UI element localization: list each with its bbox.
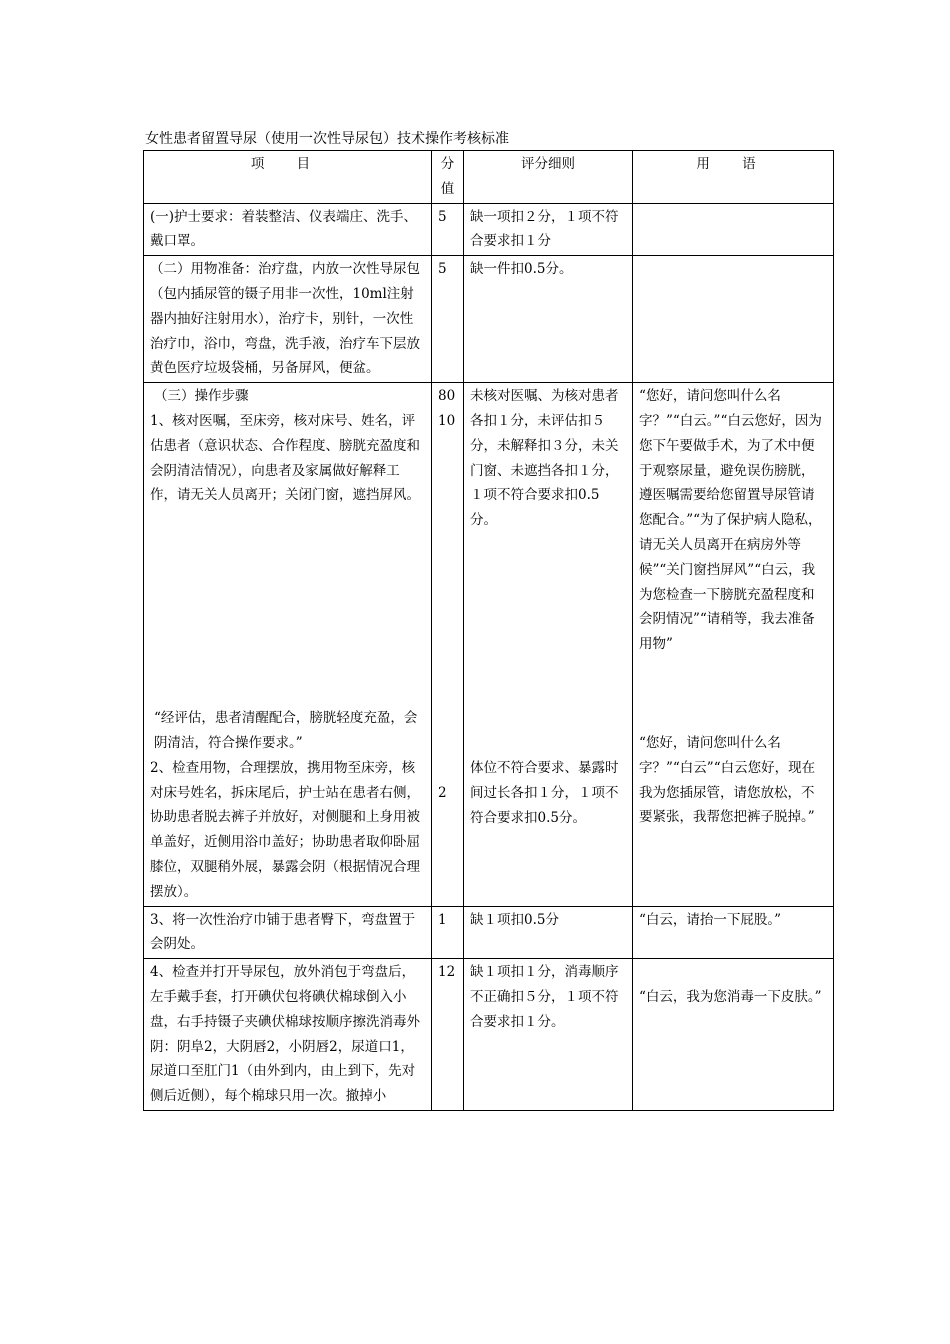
- row-criteria: [464, 383, 633, 906]
- row-score: 5: [432, 256, 464, 383]
- words-step-2: “您好，请问您叫什么名字？”“白云”“白云您好，现在我为您插尿管，请您放松，不要紧张，我帮您把裤子脱掉。”: [639, 734, 816, 826]
- row-score: 1: [432, 906, 464, 959]
- header-criteria: 评分细则: [464, 151, 633, 204]
- assessment-table: [143, 150, 834, 1111]
- score-step-1: 10: [438, 412, 456, 429]
- table-row: [144, 203, 834, 256]
- row-item: （二）用物准备：治疗盘，内放一次性导尿包（包内插尿管的镊子用非一次性，10ml注射器内抽好注射用水），治疗卡，别针，一次性治疗巾，浴巾，弯盘，洗手液，治疗车下层放黄色医疗垃圾袋桶，另备屏风，便盆。: [144, 256, 432, 383]
- row-criteria: 缺１项扣１分，消毒顺序不正确扣５分，１项不符合要求扣１分。: [464, 959, 633, 1111]
- step-2-text: 2、检查用物，合理摆放，携用物至床旁，核对床号姓名，拆床尾后，护士站在患者右侧，协助患者脱去裤子并放好，对侧腿和上身用被单盖好，近侧用浴巾盖好；协助患者取仰卧屈膝位，双腿稍外展，暴露会阴（根据情况合理摆放）。: [150, 759, 420, 900]
- row-item: 4、检查并打开导尿包，放外消包于弯盘后，左手戴手套，打开碘伏包将碘伏棉球倒入小盘，右手持镊子夹碘伏棉球按顺序擦洗消毒外阴：阴阜2，大阴唇2，小阴唇2，尿道口1，尿道口至肛门1（由外到内，由上到下，先对侧后近侧），每个棉球只用一次。撤掉小: [144, 959, 432, 1111]
- row-score: 12: [432, 959, 464, 1111]
- words-step-4: “白云，我为您消毒一下皮肤。”: [639, 988, 822, 1005]
- table-row: [144, 256, 834, 383]
- row-criteria: 缺一项扣２分，１项不符合要求扣１分: [464, 203, 633, 256]
- row-words: [633, 383, 834, 906]
- row-item: 3、将一次性治疗巾铺于患者臀下，弯盘置于会阴处。: [144, 906, 432, 959]
- header-item: 项 目: [144, 151, 432, 204]
- step-1-text: 1、核对医嘱，至床旁，核对床号、姓名，评估患者（意识状态、合作程度、膀胱充盈度和会阴清洁情况），向患者及家属做好解释工作，请无关人员离开；关闭门窗，遮挡屏风。: [150, 412, 420, 504]
- table-row: [144, 906, 834, 959]
- table-header-row: [144, 151, 834, 204]
- header-words: 用 语: [633, 151, 834, 204]
- table-row: [144, 959, 834, 1111]
- document-title: 女性患者留置导尿（使用一次性导尿包）技术操作考核标准: [145, 131, 509, 147]
- row-score: 5: [432, 203, 464, 256]
- words-step-1: “您好，请问您叫什么名字？”“白云。”“白云您好，因为您下午要做手术，为了术中便于观察尿量，避免误伤膀胱，遵医嘱需要给您留置导尿管请您配合。”“为了保护病人隐私，请无关人员离开在病房外等候”“关门窗挡屏风”“白云，我为您检查一下膀胱充盈程度和会阴情况”“请稍等，我去准备用物”: [639, 388, 822, 653]
- row-item: (一)护士要求：着装整洁、仪表端庄、洗手、戴口罩。: [144, 203, 432, 256]
- row-words: “白云，请抬一下屁股。”: [633, 906, 834, 959]
- table-row: [144, 383, 834, 906]
- score-total: 80: [438, 388, 456, 405]
- row-score: [432, 383, 464, 906]
- row-criteria: 缺一件扣0.5分。: [464, 256, 633, 383]
- score-step-2: 2: [438, 784, 447, 801]
- step-heading: （三）操作步骤: [154, 388, 249, 405]
- row-words: [633, 959, 834, 1111]
- criteria-step-2: 体位不符合要求、暴露时间过长各扣１分，１项不符合要求扣0.5分。: [470, 759, 619, 826]
- criteria-step-1: 未核对医嘱、为核对患者各扣１分，未评估扣５分，未解释扣３分，未关门窗、未遮挡各扣１分，１项不符合要求扣0.5分。: [470, 388, 619, 529]
- assessment-quote: “经评估，患者清醒配合，膀胱轻度充盈，会阴清洁，符合操作要求。”: [154, 710, 418, 751]
- row-item: [144, 383, 432, 906]
- row-criteria: 缺１项扣0.5分: [464, 906, 633, 959]
- header-score: 分 值: [432, 151, 464, 204]
- row-words: [633, 203, 834, 256]
- row-words: [633, 256, 834, 383]
